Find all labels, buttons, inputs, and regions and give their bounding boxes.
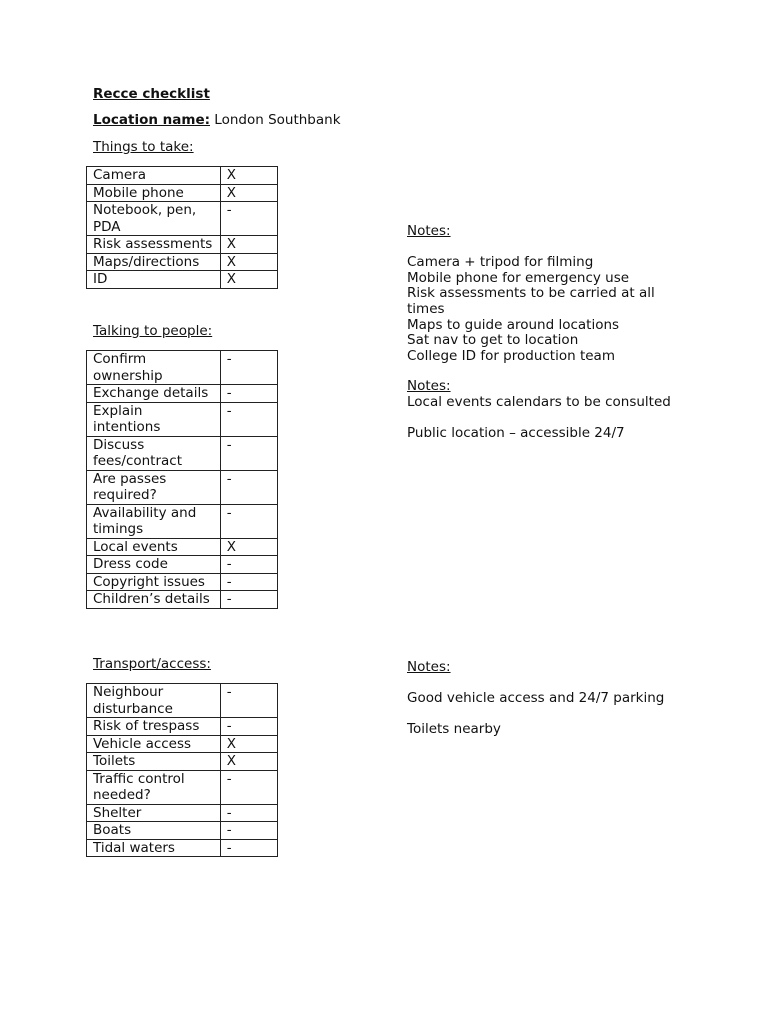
status-cell: - bbox=[220, 470, 277, 504]
notes-transport bbox=[407, 660, 682, 738]
location-row bbox=[93, 112, 341, 128]
table-row bbox=[87, 351, 278, 385]
status-cell: X bbox=[220, 184, 277, 202]
status-cell: - bbox=[220, 504, 277, 538]
notes-line: Risk assessments to be carried at all times bbox=[407, 285, 655, 317]
status-cell: - bbox=[220, 385, 277, 403]
item-cell: Notebook, pen, PDA bbox=[87, 202, 221, 236]
table-row bbox=[87, 202, 278, 236]
item-cell: Mobile phone bbox=[87, 184, 221, 202]
notes-spacer bbox=[407, 240, 682, 256]
notes-line: Sat nav to get to location bbox=[407, 332, 579, 349]
table-row bbox=[87, 436, 278, 470]
notes-line: Toilets nearby bbox=[407, 721, 501, 738]
table-row bbox=[87, 684, 278, 718]
item-cell: Maps/directions bbox=[87, 253, 221, 271]
item-cell: Risk assessments bbox=[87, 236, 221, 254]
status-cell: X bbox=[220, 271, 277, 289]
item-cell: Confirm ownership bbox=[87, 351, 221, 385]
table-row bbox=[87, 504, 278, 538]
table-row bbox=[87, 753, 278, 771]
item-cell: Dress code bbox=[87, 556, 221, 574]
item-cell: Local events bbox=[87, 538, 221, 556]
status-cell: - bbox=[220, 718, 277, 736]
notes-heading: Notes: bbox=[407, 223, 451, 239]
table-row bbox=[87, 184, 278, 202]
notes-heading: Notes: bbox=[407, 659, 451, 675]
status-cell: - bbox=[220, 770, 277, 804]
status-cell: - bbox=[220, 804, 277, 822]
item-cell: Availability and timings bbox=[87, 504, 221, 538]
notes-line: Local events calendars to be consulted bbox=[407, 393, 671, 410]
status-cell: - bbox=[220, 351, 277, 385]
table-row bbox=[87, 253, 278, 271]
table-row bbox=[87, 735, 278, 753]
table-row bbox=[87, 839, 278, 857]
things-to-take-heading: Things to take: bbox=[93, 139, 194, 155]
item-cell: Copyright issues bbox=[87, 573, 221, 591]
status-cell: - bbox=[220, 839, 277, 857]
item-cell: Shelter bbox=[87, 804, 221, 822]
notes-heading: Notes: bbox=[407, 378, 451, 394]
location-label: Location name: bbox=[93, 112, 210, 128]
item-cell: ID bbox=[87, 271, 221, 289]
table-row bbox=[87, 271, 278, 289]
table-row bbox=[87, 718, 278, 736]
status-cell: X bbox=[220, 538, 277, 556]
notes-line: Maps to guide around locations bbox=[407, 316, 620, 333]
table-row bbox=[87, 573, 278, 591]
status-cell: X bbox=[220, 253, 277, 271]
table-row bbox=[87, 770, 278, 804]
table-row bbox=[87, 167, 278, 185]
status-cell: - bbox=[220, 591, 277, 609]
status-cell: - bbox=[220, 684, 277, 718]
status-cell: - bbox=[220, 556, 277, 574]
status-cell: - bbox=[220, 436, 277, 470]
notes-line: Mobile phone for emergency use bbox=[407, 269, 630, 286]
table-row bbox=[87, 236, 278, 254]
notes-spacer bbox=[407, 410, 682, 426]
table-row bbox=[87, 402, 278, 436]
item-cell: Discuss fees/contract bbox=[87, 436, 221, 470]
status-cell: - bbox=[220, 402, 277, 436]
status-cell: X bbox=[220, 167, 277, 185]
table-row bbox=[87, 591, 278, 609]
notes-line: Public location – accessible 24/7 bbox=[407, 424, 625, 441]
item-cell: Toilets bbox=[87, 753, 221, 771]
status-cell: - bbox=[220, 573, 277, 591]
item-cell: Are passes required? bbox=[87, 470, 221, 504]
notes-line: College ID for production team bbox=[407, 347, 615, 364]
item-cell: Explain intentions bbox=[87, 402, 221, 436]
item-cell: Tidal waters bbox=[87, 839, 221, 857]
notes-spacer bbox=[407, 707, 682, 723]
status-cell: X bbox=[220, 753, 277, 771]
table-row bbox=[87, 385, 278, 403]
notes-line: Good vehicle access and 24/7 parking bbox=[407, 690, 665, 707]
talking-to-people-heading: Talking to people: bbox=[93, 323, 213, 339]
notes-equipment bbox=[407, 224, 682, 364]
item-cell: Risk of trespass bbox=[87, 718, 221, 736]
item-cell: Traffic control needed? bbox=[87, 770, 221, 804]
table-row bbox=[87, 822, 278, 840]
notes-line: Camera + tripod for filming bbox=[407, 254, 594, 271]
item-cell: Boats bbox=[87, 822, 221, 840]
table-row bbox=[87, 556, 278, 574]
notes-spacer bbox=[407, 676, 682, 692]
notes-people bbox=[407, 379, 682, 441]
transport-access-heading: Transport/access: bbox=[93, 656, 211, 672]
item-cell: Children’s details bbox=[87, 591, 221, 609]
status-cell: - bbox=[220, 202, 277, 236]
table-row bbox=[87, 470, 278, 504]
item-cell: Vehicle access bbox=[87, 735, 221, 753]
item-cell: Neighbour disturbance bbox=[87, 684, 221, 718]
status-cell: - bbox=[220, 822, 277, 840]
item-cell: Camera bbox=[87, 167, 221, 185]
things-to-take-table bbox=[86, 166, 278, 289]
status-cell: X bbox=[220, 735, 277, 753]
talking-to-people-table bbox=[86, 350, 278, 609]
status-cell: X bbox=[220, 236, 277, 254]
item-cell: Exchange details bbox=[87, 385, 221, 403]
table-row bbox=[87, 804, 278, 822]
transport-access-table bbox=[86, 683, 278, 857]
location-value: London Southbank bbox=[214, 112, 341, 128]
table-row bbox=[87, 538, 278, 556]
document-title: Recce checklist bbox=[93, 86, 210, 102]
